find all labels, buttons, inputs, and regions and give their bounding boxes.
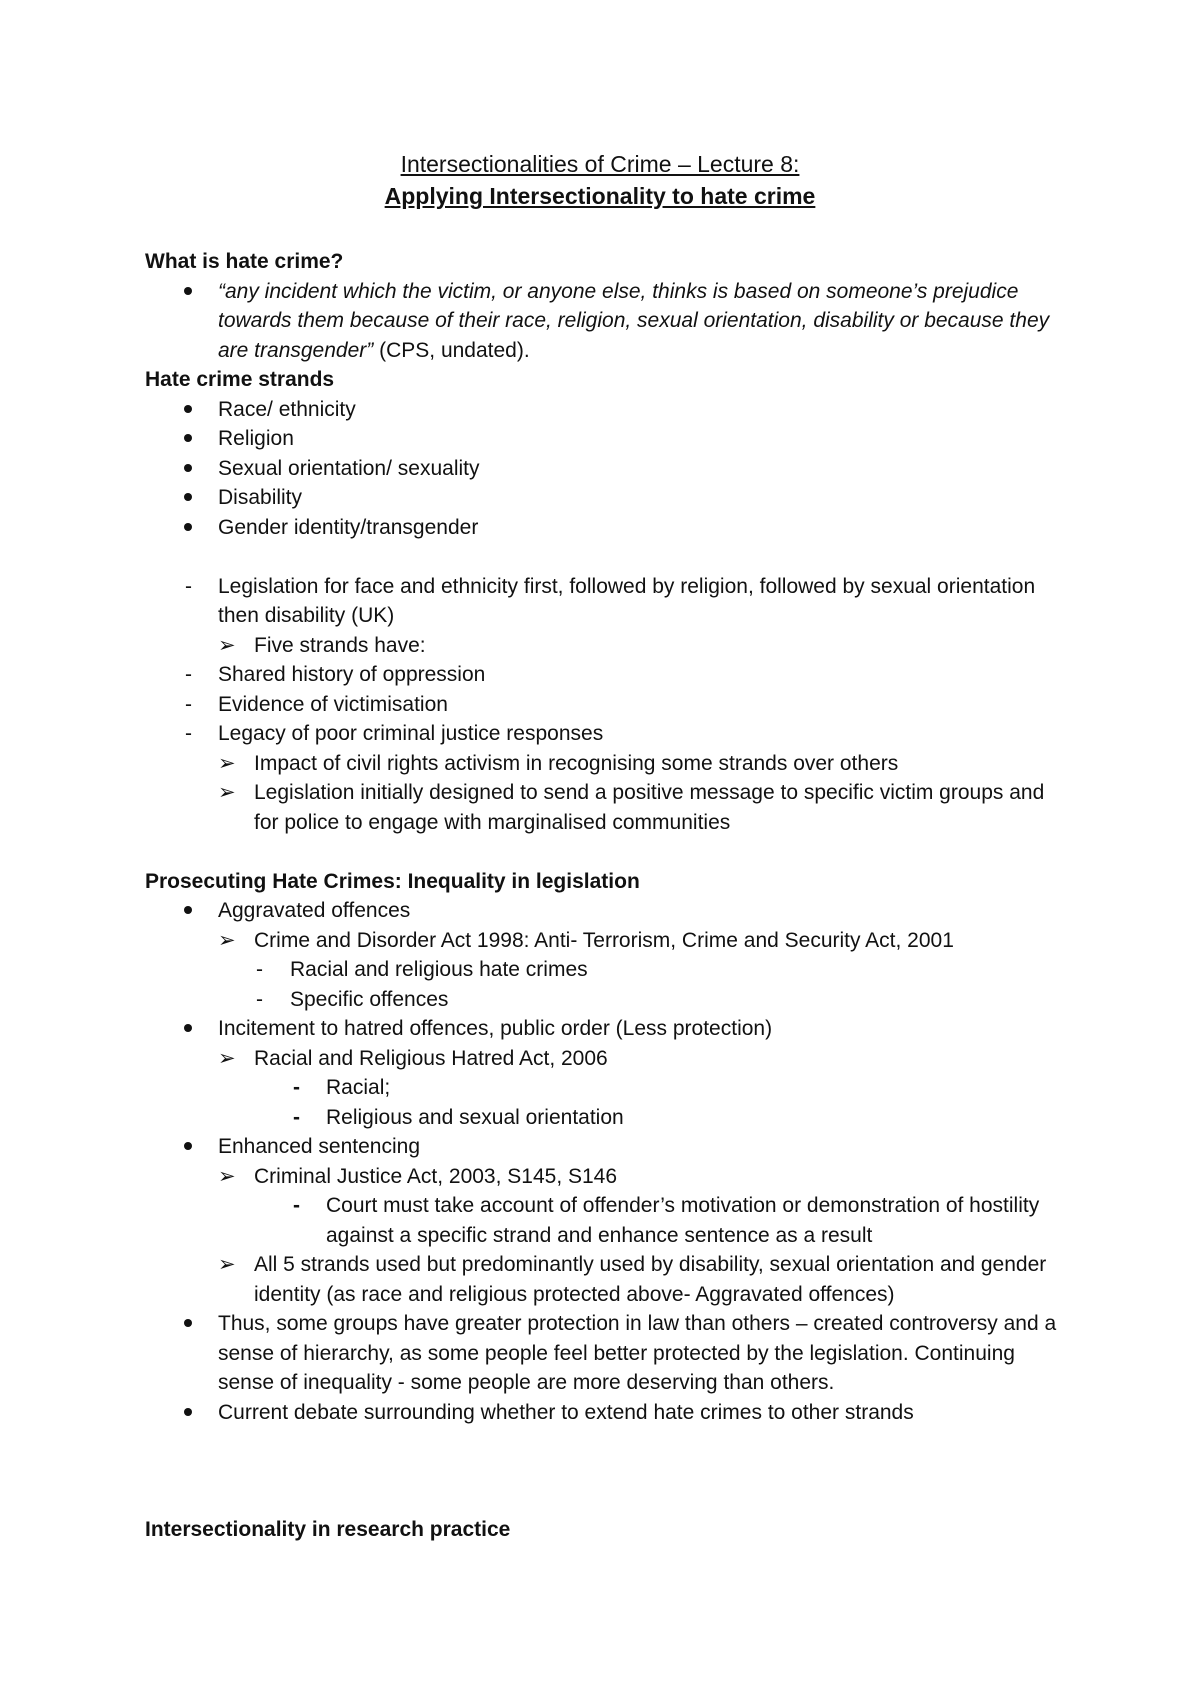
arrow-bullet-icon: ➢ [218,1046,236,1070]
dash-icon: - [293,1105,300,1129]
bullet-icon [184,896,204,926]
dash-icon: - [185,692,192,716]
list-item: Religion [145,424,1065,454]
arrow-bullet-icon: ➢ [218,633,236,657]
dash-icon: - [185,574,192,598]
arrow-bullet-icon: ➢ [218,1164,236,1188]
list-item [145,277,1065,366]
bullet-icon [184,1132,204,1162]
bullet-icon [184,483,204,513]
dash-icon: - [185,722,192,745]
document-body [145,247,1065,1545]
list-item: Race/ ethnicity [145,395,1065,425]
title-lecture-topic: Applying Intersectionality to hate crime [384,183,816,209]
bullet-icon [184,424,204,454]
heading-hate-crime-strands: Hate crime strands [145,368,335,391]
bullet-icon [184,395,204,425]
arrow-bullet-icon: ➢ [218,781,236,804]
list-item: - Legacy of poor criminal justice responses [145,719,1065,749]
list-item: - Racial; [145,1073,1065,1103]
arrow-bullet-icon: ➢ [218,751,236,775]
list-item: ➢ Legislation initially designed to send a positive message to specific victim groups and for police to engage with marginalised communities [145,778,1065,837]
heading-what-is-hate-crime: What is hate crime? [145,250,344,273]
list-item: - Religious and sexual orientation [145,1103,1065,1133]
dash-icon: - [293,1194,300,1217]
bullet-icon [184,513,204,543]
list-item: Gender identity/transgender [145,513,1065,543]
list-item: ➢ Five strands have: [145,631,1065,661]
heading-intersectionality-research: Intersectionality in research practice [145,1518,511,1541]
list-item: ➢ Impact of civil rights activism in recognising some strands over others [145,749,1065,779]
list-item: Incitement to hatred offences, public order (Less protection) [145,1014,1065,1044]
bullet-icon [184,1309,204,1339]
bullet-icon [184,1014,204,1044]
list-item: ➢ Racial and Religious Hatred Act, 2006 [145,1044,1065,1074]
list-item: - Court must take account of offender’s motivation or demonstration of hostility against a specific strand and enhance sentence as a result [145,1191,1065,1250]
list-item: - Shared history of oppression [145,660,1065,690]
arrow-bullet-icon: ➢ [218,1253,236,1276]
dash-icon: - [185,663,192,686]
definition-citation: (CPS, undated). [373,338,530,362]
list-item: - Racial and religious hate crimes [145,955,1065,985]
list-item: Current debate surrounding whether to extend hate crimes to other strands [145,1398,1065,1428]
list-item: ➢ Crime and Disorder Act 1998: Anti- Terrorism, Crime and Security Act, 2001 [145,926,1065,956]
dash-icon: - [256,987,263,1011]
list-item: Aggravated offences [145,896,1065,926]
list-item: - Specific offences [145,985,1065,1015]
title-course: Intersectionalities of Crime – Lecture 8: [400,151,800,177]
list-item: ➢ All 5 strands used but predominantly used by disability, sexual orientation and gender identity (as race and religious protected above- Aggravated offences) [145,1250,1065,1309]
list-item: ➢ Criminal Justice Act, 2003, S145, S146 [145,1162,1065,1192]
list-item: Thus, some groups have greater protection in law than others – created controversy and a sense of hierarchy, as some people feel better protected by the legislation. Continuing sense of inequality - some people are more deserving than others. [145,1309,1065,1398]
list-item: Sexual orientation/ sexuality [145,454,1065,484]
bullet-icon [184,454,204,484]
list-item: Disability [145,483,1065,513]
list-item: Enhanced sentencing [145,1132,1065,1162]
list-item: - Legislation for face and ethnicity first, followed by religion, followed by sexual orientation then disability (UK) [145,572,1065,631]
document-title [0,148,1200,212]
list-item: - Evidence of victimisation [145,690,1065,720]
dash-icon: - [256,958,263,981]
bullet-icon [184,1398,204,1428]
arrow-bullet-icon: ➢ [218,928,236,952]
dash-icon: - [293,1076,300,1099]
bullet-icon [184,277,204,307]
heading-prosecuting-hate-crimes: Prosecuting Hate Crimes: Inequality in legislation [145,869,640,893]
definition-quote: “any incident which the victim, or anyone else, thinks is based on someone’s prejudice towards them because of their race, religion, sexual orientation, disability or because they are transgender” [218,279,1050,362]
